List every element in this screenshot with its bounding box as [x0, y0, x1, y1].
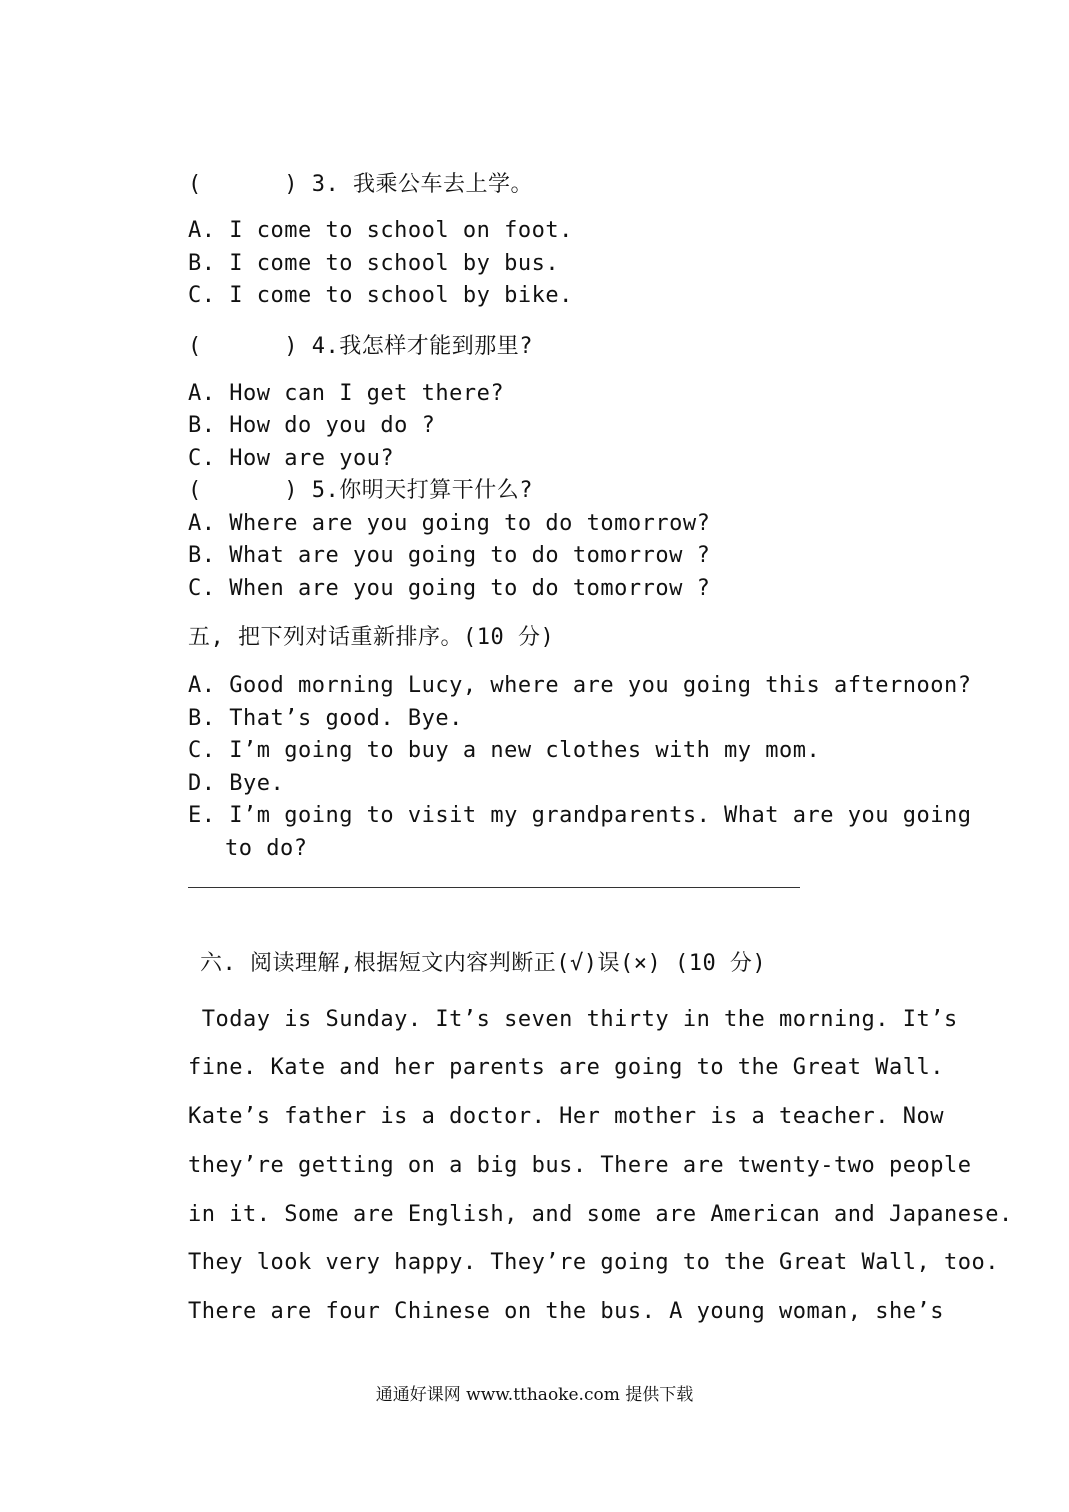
passage-line: in it. Some are English, and some are American and Japanese. [188, 1202, 1013, 1227]
passage-line: fine. Kate and her parents are going to the Great Wall. [188, 1055, 944, 1080]
passage-line: Today is Sunday. It’s seven thirty in the morning. It’s [188, 1007, 958, 1032]
dialogue-item-a: A. Good morning Lucy, where are you going this afternoon? [188, 673, 972, 698]
question-3-option-a: A. I come to school on foot. [188, 218, 573, 243]
question-4-option-b: B. How do you do ? [188, 413, 436, 438]
section-6-heading: 六. 阅读理解,根据短文内容判断正(√)误(×) (10 分) [200, 951, 767, 976]
question-3-option-c: C. I come to school by bike. [188, 283, 573, 308]
question-4-option-c: C. How are you? [188, 446, 395, 471]
answer-line [188, 887, 800, 888]
dialogue-item-e-continued: to do? [225, 836, 308, 861]
question-5-option-c: C. When are you going to do tomorrow ? [188, 576, 711, 601]
section-5-heading: 五, 把下列对话重新排序。(10 分) [188, 625, 555, 650]
question-3-option-b: B. I come to school by bus. [188, 251, 560, 276]
question-3-stem: ( ) 3. 我乘公车去上学。 [188, 172, 533, 197]
question-5-option-b: B. What are you going to do tomorrow ? [188, 543, 711, 568]
question-4-stem: ( ) 4.我怎样才能到那里? [188, 334, 533, 359]
question-5-option-a: A. Where are you going to do tomorrow? [188, 511, 711, 536]
dialogue-item-c: C. I’m going to buy a new clothes with my mom. [188, 738, 821, 763]
dialogue-item-e: E. I’m going to visit my grandparents. What are you going [188, 803, 972, 828]
dialogue-item-b: B. That’s good. Bye. [188, 706, 463, 731]
passage-line: They look very happy. They’re going to the Great Wall, too. [188, 1250, 999, 1275]
page-footer: 通通好课网 www.tthaoke.com 提供下载 [375, 1385, 694, 1405]
passage-line: they’re getting on a big bus. There are twenty-two people [188, 1153, 972, 1178]
passage-line: Kate’s father is a doctor. Her mother is a teacher. Now [188, 1104, 944, 1129]
passage-line: There are four Chinese on the bus. A young woman, she’s [188, 1299, 944, 1324]
dialogue-item-d: D. Bye. [188, 771, 285, 796]
question-4-option-a: A. How can I get there? [188, 381, 505, 406]
question-5-stem: ( ) 5.你明天打算干什么? [188, 478, 533, 503]
